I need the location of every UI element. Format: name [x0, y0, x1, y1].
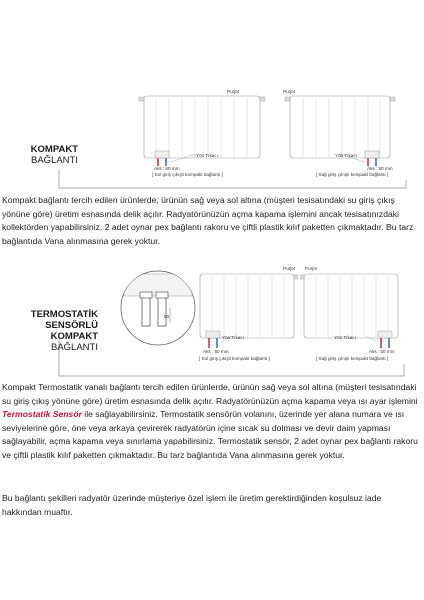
termostatik-sensor-highlight: Termostatik Sensör	[2, 409, 82, 420]
section1-left-note: [ Sol giriş çıkışlı kompakt bağlantı ]	[152, 172, 223, 177]
section1-left-axis-label: Aks : 50 mm	[154, 166, 180, 171]
section2-detail-label: 50	[164, 314, 170, 319]
section1-left-flow-label: Yön Tıkacı	[196, 153, 218, 158]
section2-heading	[2, 309, 98, 353]
section2-right-axis-label: Aks : 50 mm	[369, 349, 395, 354]
section2-right-note: [ Sağ giriş çıkışlı kompakt bağlantı ]	[316, 356, 389, 361]
section1-subtitle: BAĞLANTI	[31, 155, 78, 166]
footer-note	[2, 492, 420, 519]
section2-paragraph-part2: ile sağlayabilirsiniz. Termostatik sensörün volanını, üzerinde yer alana numara ve ısı seviyelerine göre, öne veya arkaya çevirerek radyatörün içine sıcak su dolması ve devir daim yapması sağlayabilir, açma kapama veya sınırlama yapabilirsiniz. Termostatik sensör, 2 adet oynar pex bağlantı rakoru ve çiftli plastik kılıf paketten çıkmaktadır. Bu tarz bağlantıda Vana alınmasına gerek yoktur.	[2, 409, 418, 460]
section2-sensor-detail	[118, 268, 198, 348]
section2-paragraph	[2, 381, 420, 463]
section1-paragraph	[2, 194, 420, 248]
section1-right-purjor-label: Purjör	[283, 89, 296, 94]
section1-left-radiator-body	[139, 96, 265, 158]
section2-left-purjor-label: Purjör	[283, 266, 296, 271]
section1-right-note: [ Sağ giriş çıkışlı kompakt bağlantı ]	[316, 172, 389, 177]
section2-left-radiator-body	[200, 274, 298, 338]
section2-paragraph-text	[2, 381, 420, 463]
section2-title-line1: TERMOSTATİK	[30, 309, 98, 320]
footer-note-text: Bu bağlantı şekilleri radyatör üzerinde müşteriye özel işlem ile üretim gerektirdiğinden koşulsuz iade hakkından muaftır.	[2, 493, 382, 517]
section2-left-axis-label: Aks : 50 mm	[203, 349, 229, 354]
section1-title: KOMPAKT	[30, 144, 78, 155]
section2-paragraph-part1: Kompakt Termostatik vanalı bağlantı tercih edilen ürünlerde, ürünün sağ veya sol altına (müşteri tesisatındaki su giriş çıkış yönüne göre) üretim esnasında delik açılır. Radyatörünüzün açma kapama veya ısı ayar işlemini	[2, 382, 418, 406]
section2-right-purjor-label: Purjör	[305, 266, 318, 271]
section1-right-axis-label: Aks : 50 mm	[367, 166, 393, 171]
section2-subtitle: BAĞLANTI	[51, 342, 98, 353]
section2-title-line2: SENSÖRLÜ KOMPAKT	[45, 320, 98, 342]
section1-paragraph-text: Kompakt bağlantı tercih edilen ürünlerde, ürünün sağ veya sol altına (müşteri tesisatındaki su giriş çıkış yönüne göre) üretim esnasında delik açılır. Radyatörünüzün açma kapama işlemini ancak tesisatınızdaki kollektörden yapabilirsiniz. 2 adet oynar pex bağlantı rakoru ve çiftli plastik kılıf paketten çıkmaktadır. Bu tarz bağlantıda Vana alınmasına gerek yoktur.	[2, 195, 414, 246]
section2-left-note: [ Sol giriş çıkışlı kompakt bağlantı ]	[199, 356, 270, 361]
section2-right-flow-label: Yön Tıkacı	[334, 335, 356, 340]
section1-right-flow-label: Yön Tıkacı	[335, 153, 357, 158]
section2-left-flow-label: Yön Tıkacı	[222, 335, 244, 340]
section1-left-purjor-label: Purjör	[227, 89, 240, 94]
section2-right-radiator-body	[300, 274, 398, 338]
section1-right-radiator-diagram	[282, 88, 418, 184]
section1-right-radiator-body	[285, 96, 395, 158]
